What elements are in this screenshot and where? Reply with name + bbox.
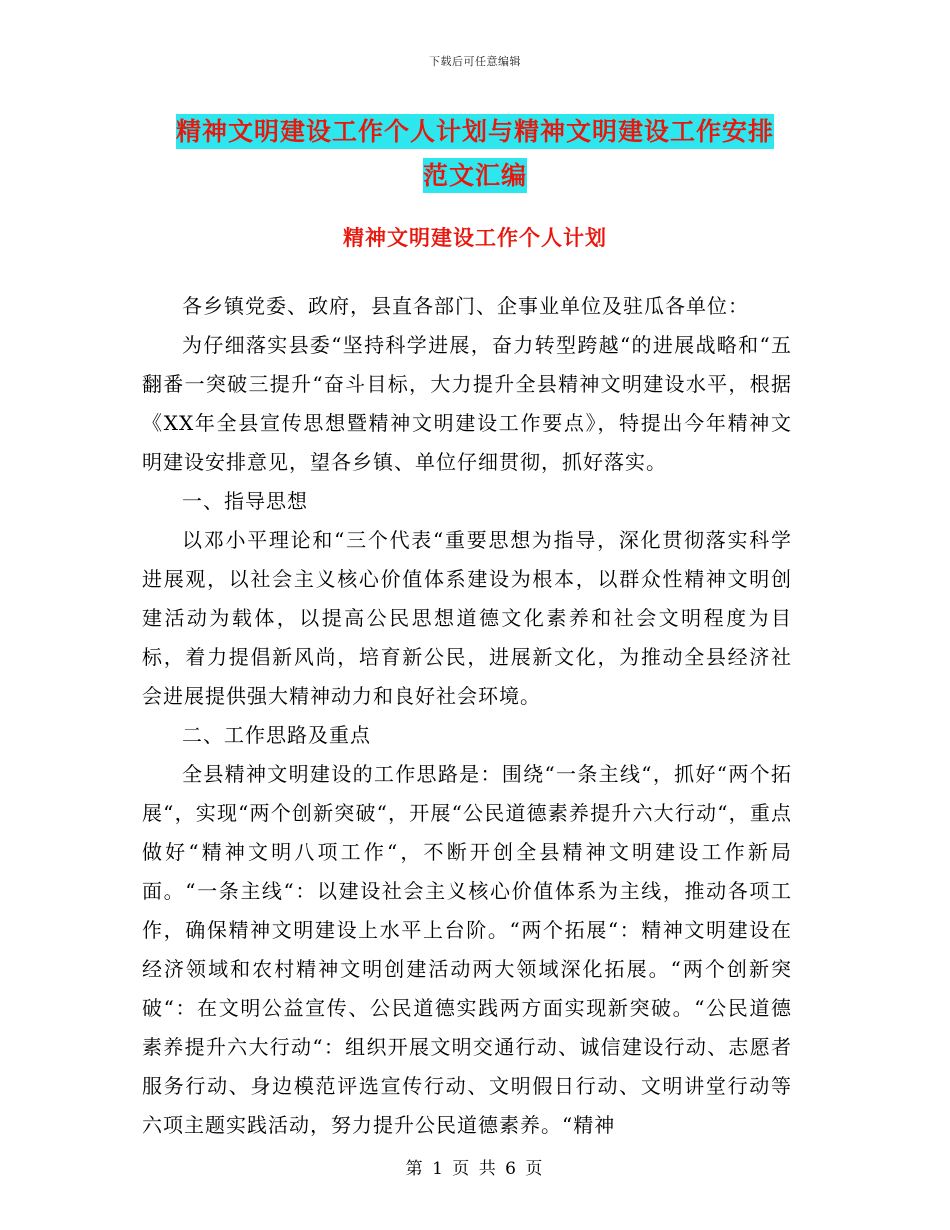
intro-paragraph: 为仔细落实县委“坚持科学进展，奋力转型跨越“的进展战略和“五翻番一突破三提升“奋斗目标，大力提升全县精神文明建设水平，根据《XX年全县宣传思想暨精神文明建设工作要点》，特提出今年精神文明建设安排意见，望各乡镇、单位仔细贯彻，抓好落实。: [142, 333, 792, 474]
page-header-note: 下载后可任意编辑: [429, 55, 521, 68]
salutation-paragraph: 各乡镇党委、政府，县直各部门、企事业单位及驻瓜各单位：: [182, 294, 749, 318]
document-title: [150, 110, 800, 198]
heading-work-ideas: 二、工作思路及重点: [182, 723, 371, 747]
guiding-ideology-paragraph: 以邓小平理论和“三个代表“重要思想为指导，深化贯彻落实科学进展观，以社会主义核心价值体系建设为根本，以群众性精神文明创建活动为载体，以提高公民思想道德文化素养和社会文明程度为目标，着力提倡新风尚，培育新公民，进展新文化，为推动全县经济社会进展提供强大精神动力和良好社会环境。: [142, 528, 792, 708]
section-title: 精神文明建设工作个人计划: [343, 226, 607, 250]
work-ideas-paragraph: 全县精神文明建设的工作思路是：围绕“一条主线“，抓好“两个拓展“，实现“两个创新突破“，开展“公民道德素养提升六大行动“，重点做好“精神文明八项工作“，不断开创全县精神文明建设工作新局面。“一条主线“：以建设社会主义核心价值体系为主线，推动各项工作，确保精神文明建设上水平上台阶。“两个拓展“：精神文明建设在经济领域和农村精神文明创建活动两大领域深化拓展。“两个创新突破“：在文明公益宣传、公民道德实践两方面实现新突破。“公民道德素养提升六大行动“：组织开展文明交通行动、诚信建设行动、志愿者服务行动、身边模范评选宣传行动、文明假日行动、文明讲堂行动等六项主题实践活动，努力提升公民道德素养。“精神: [142, 762, 792, 1137]
document-body: [142, 287, 792, 1145]
document-title-line-1: 精神文明建设工作个人计划与精神文明建设工作安排: [176, 114, 774, 149]
page-footer: 第 1 页 共 6 页: [405, 1159, 545, 1179]
heading-guiding-ideology: 一、指导思想: [182, 489, 308, 513]
document-title-line-2: 范文汇编: [423, 158, 527, 193]
